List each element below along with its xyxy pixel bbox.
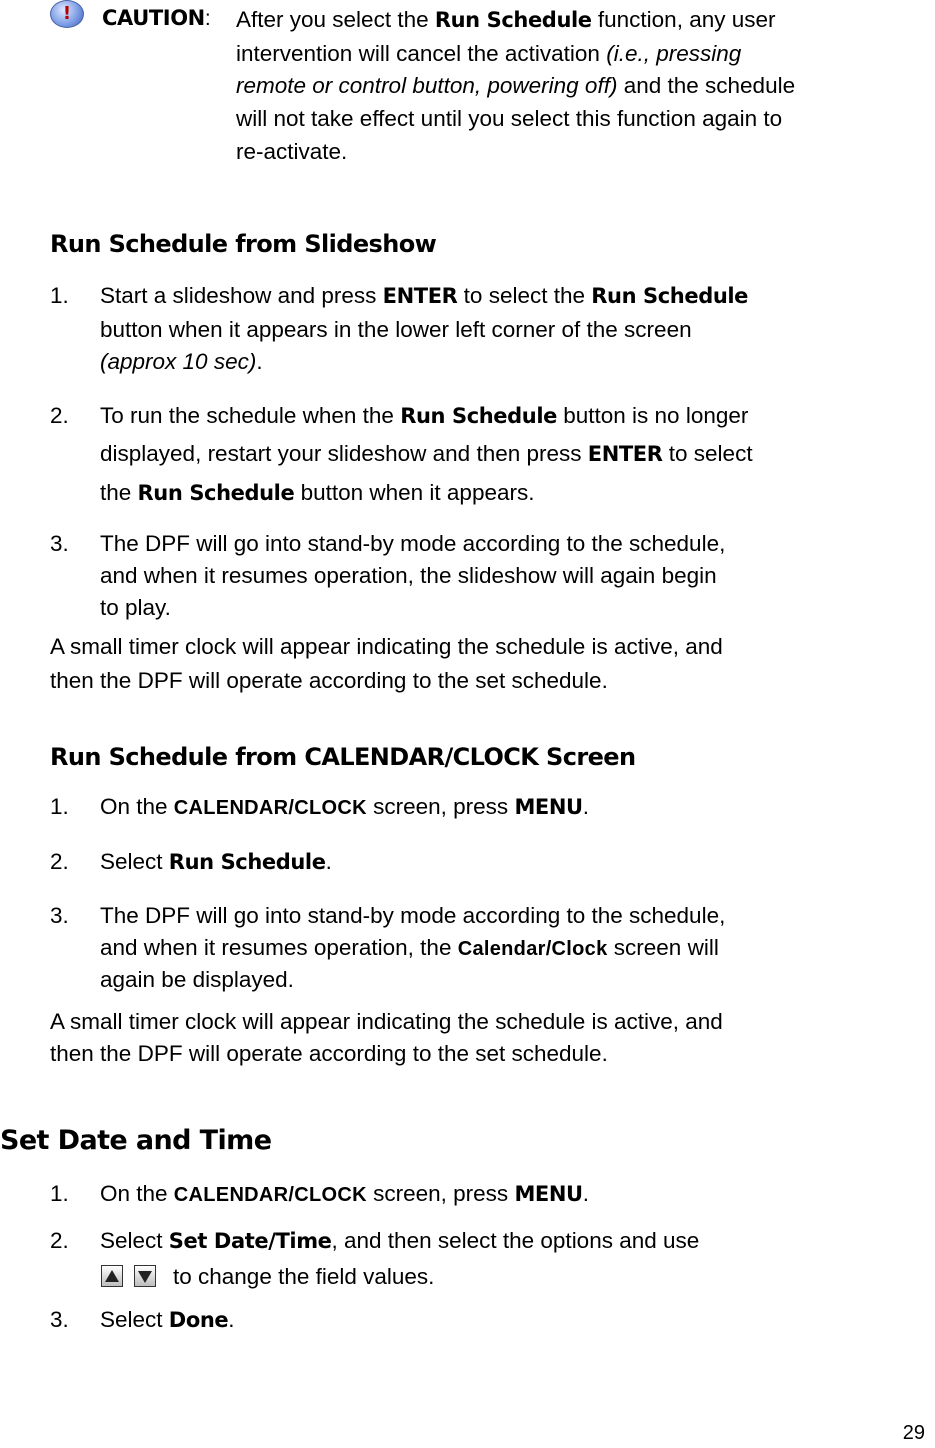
step-term: Run Schedule xyxy=(400,404,557,428)
caution-line-4 xyxy=(236,103,782,135)
step-number: 1. xyxy=(50,1181,69,1206)
step-text: button is no longer xyxy=(556,403,749,428)
step-text: and when it resumes operation, the xyxy=(100,935,458,960)
step-term: Run Schedule xyxy=(591,284,749,308)
step-text: . xyxy=(228,1307,235,1332)
step-text: . xyxy=(582,1181,589,1206)
calendar-step-2 xyxy=(100,846,332,878)
caution-italic: (i.e., pressing xyxy=(606,41,742,66)
datetime-step-1 xyxy=(100,1178,589,1211)
step-text: to select xyxy=(662,441,753,466)
datetime-step-2-line-2: to change the field values. xyxy=(173,1264,435,1289)
slideshow-step-1-line-1 xyxy=(100,280,748,312)
step-number: 3. xyxy=(50,903,69,928)
caution-italic: remote or control button, powering off) xyxy=(236,73,618,98)
step-text: to select the xyxy=(457,283,592,308)
step-text: On the xyxy=(100,794,174,819)
step-text: To run the schedule when the xyxy=(100,403,401,428)
caution-text: function, any user xyxy=(591,7,776,32)
step-text: Start a slideshow and press xyxy=(100,283,383,308)
page-number: 29 xyxy=(902,1422,925,1444)
caution-text: re-activate. xyxy=(236,139,348,164)
step-number: 1. xyxy=(50,794,69,819)
caution-line-3 xyxy=(236,70,795,102)
step-term: MENU xyxy=(514,795,583,819)
section-heading-calendar: Run Schedule from CALENDAR/CLOCK Screen xyxy=(50,743,636,771)
step-text: , and then select the options and use xyxy=(331,1228,700,1253)
step-number: 2. xyxy=(50,1228,69,1253)
step-text: On the xyxy=(100,1181,174,1206)
step-term: Set Date/Time xyxy=(168,1229,332,1253)
slideshow-step-2-line-2 xyxy=(100,438,753,470)
step-number: 2. xyxy=(50,403,69,428)
caution-line-2 xyxy=(236,38,741,70)
slideshow-step-2-line-1 xyxy=(100,400,748,432)
slideshow-note-line-1: A small timer clock will appear indicating the schedule is active, and xyxy=(50,634,723,659)
caution-exclamation-icon: ! xyxy=(50,0,84,28)
caution-term: Run Schedule xyxy=(434,8,592,32)
step-text: screen, press xyxy=(366,794,515,819)
calendar-step-3-line-3: again be displayed. xyxy=(100,967,294,992)
slideshow-step-3-line-3: to play. xyxy=(100,595,171,620)
caution-label-text: CAUTION xyxy=(102,6,205,30)
slideshow-step-3-line-1: The DPF will go into stand-by mode according to the schedule, xyxy=(100,531,726,556)
calendar-step-3-line-2 xyxy=(100,932,719,965)
section-heading-slideshow: Run Schedule from Slideshow xyxy=(50,230,437,258)
caution-text: will not take effect until you select this function again to xyxy=(236,106,783,131)
slideshow-step-2-line-3 xyxy=(100,477,534,509)
step-number: 3. xyxy=(50,1307,69,1332)
caution-line-1 xyxy=(236,4,776,36)
slideshow-step-1-line-2: button when it appears in the lower left corner of the screen xyxy=(100,317,692,342)
step-screen-name: CALENDAR/CLOCK xyxy=(173,797,367,819)
caution-text: After you select the xyxy=(236,7,435,32)
slideshow-step-3-line-2: and when it resumes operation, the slideshow will again begin xyxy=(100,563,717,588)
slideshow-note-line-2: then the DPF will operate according to the set schedule. xyxy=(50,668,608,693)
step-text: the xyxy=(100,480,138,505)
step-text: screen will xyxy=(607,935,719,960)
step-screen-name: Calendar/Clock xyxy=(457,938,608,960)
step-text: button when it appears. xyxy=(294,480,535,505)
step-text: Select xyxy=(100,1307,169,1332)
caution-colon: : xyxy=(204,7,211,30)
step-screen-name: CALENDAR/CLOCK xyxy=(173,1184,367,1206)
step-term: ENTER xyxy=(382,284,458,308)
caution-line-5 xyxy=(236,136,347,168)
calendar-note-line-2: then the DPF will operate according to the set schedule. xyxy=(50,1041,608,1066)
caution-label xyxy=(102,6,210,31)
section-heading-set-date-time: Set Date and Time xyxy=(0,1125,272,1156)
step-text: Select xyxy=(100,1228,169,1253)
step-text: screen, press xyxy=(366,1181,515,1206)
step-text: . xyxy=(582,794,589,819)
slideshow-step-1-line-3 xyxy=(100,346,263,378)
calendar-step-1 xyxy=(100,791,589,824)
down-arrow-button-icon xyxy=(134,1265,156,1287)
calendar-note-line-1: A small timer clock will appear indicating the schedule is active, and xyxy=(50,1009,723,1034)
step-text: . xyxy=(256,349,263,374)
datetime-step-2-line-1 xyxy=(100,1225,699,1257)
step-italic: (approx 10 sec) xyxy=(100,349,257,374)
step-text: displayed, restart your slideshow and then press xyxy=(100,441,588,466)
step-number: 1. xyxy=(50,283,69,308)
step-number: 3. xyxy=(50,531,69,556)
step-number: 2. xyxy=(50,849,69,874)
up-arrow-button-icon xyxy=(101,1265,123,1287)
step-text: Select xyxy=(100,849,169,874)
step-term: Done xyxy=(168,1308,229,1332)
datetime-step-3 xyxy=(100,1304,235,1336)
step-term: MENU xyxy=(514,1182,583,1206)
caution-text: and the schedule xyxy=(617,73,796,98)
step-text: . xyxy=(325,849,332,874)
calendar-step-3-line-1: The DPF will go into stand-by mode according to the schedule, xyxy=(100,903,726,928)
step-term: Run Schedule xyxy=(168,850,326,874)
caution-text: intervention will cancel the activation xyxy=(236,41,607,66)
step-term: Run Schedule xyxy=(137,481,295,505)
step-term: ENTER xyxy=(587,442,663,466)
